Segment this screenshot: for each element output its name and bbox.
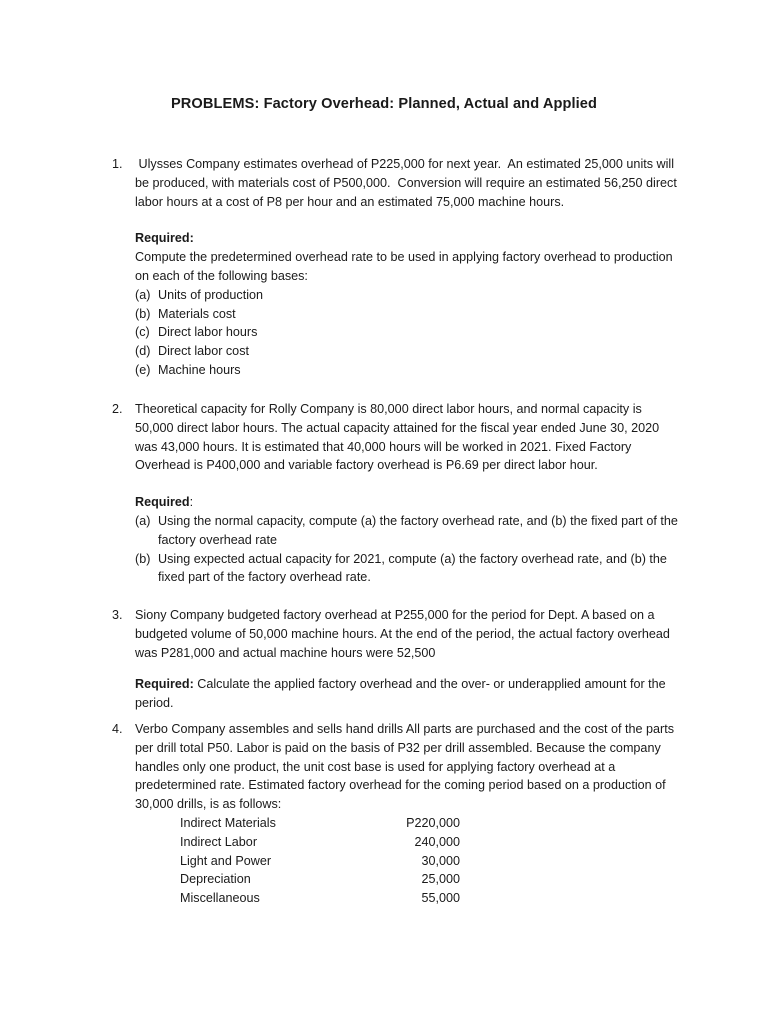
problem-number: 2. [112,402,123,416]
problem-2 [112,400,682,587]
problem-text: Verbo Company assembles and sells hand drills All parts are purchased and the cost of the parts per drill total P50. Labor is paid on the basis of P32 per drill assembled. Because the company handles only one product, the unit cost base is used for applying factory overhead at a predetermined rate. Estimated factory overhead for the coming period based on a production of 30,000 drills, is as follows: [135,722,675,812]
cost-amount: 240,000 [414,834,460,849]
list-marker: (e) [135,362,151,377]
cost-label: Light and Power [180,853,272,868]
required-colon: : [189,495,194,510]
overhead-cost-table [180,814,460,908]
problem-number: 1. [112,157,123,171]
problem-text: Ulysses Company estimates overhead of P225,000 for next year. An estimated 25,000 units will be produced, with materials cost of P500,000. Conversion will require an estimated 56,250 direct labor hours at a cost of P8 per hour and an estimated 75,000 machine hours. [135,157,681,209]
requirement-list [135,286,682,380]
list-item-text: Direct labor hours [158,325,258,340]
problem-number: 4. [112,722,123,736]
table-row [180,852,460,871]
required-label: Required: [135,677,194,692]
list-item [135,550,682,588]
list-item-text: Machine hours [158,362,241,377]
list-item [135,361,682,380]
list-marker: (b) [135,551,151,566]
cost-amount: P220,000 [406,815,460,830]
list-item [135,305,682,324]
required-text: Compute the predetermined overhead rate to be used in applying factory overhead to production on each of the following bases: [135,250,673,283]
cost-amount: 25,000 [421,872,460,887]
table-row [180,889,460,908]
cost-label: Depreciation [180,872,251,887]
list-item [135,323,682,342]
required-text: Calculate the applied factory overhead and the over- or underapplied amount for the period. [135,677,666,711]
list-item [135,286,682,305]
required-label: Required: [135,231,194,246]
list-marker: (a) [135,513,151,528]
list-item-text: Materials cost [158,306,236,321]
problem-3 [112,606,682,713]
cost-amount: 30,000 [421,853,460,868]
cost-amount: 55,000 [421,891,460,906]
list-item-text: Direct labor cost [158,344,249,359]
list-item-text: Using expected actual capacity for 2021, compute (a) the factory overhead rate, and (b) the fixed part of the factory overhead rate. [158,551,667,585]
table-row [180,870,460,889]
problem-1 [112,155,682,380]
problem-number: 3. [112,608,123,622]
cost-label: Indirect Labor [180,834,258,849]
list-item [135,512,682,550]
table-row [180,833,460,852]
required-label: Required [135,495,190,510]
problem-text: Theoretical capacity for Rolly Company is 80,000 direct labor hours, and normal capacity is 50,000 direct labor hours. The actual capacity attained for the fiscal year ended June 30, 2020 was 43,000 hours. It is estimated that 40,000 hours will be worked in 2021. Fixed Factory Overhead is P400,000 and variable factory overhead is P6.69 per direct labor hour. [135,402,660,473]
list-item-text: Using the normal capacity, compute (a) the factory overhead rate, and (b) the fixed part of the factory overhead rate [158,513,678,547]
cost-label: Miscellaneous [180,891,260,906]
list-item [135,342,682,361]
list-marker: (d) [135,344,151,359]
list-marker: (c) [135,325,150,340]
table-row [180,814,460,833]
list-item-text: Units of production [158,287,264,302]
requirement-list [135,512,682,587]
list-marker: (b) [135,306,151,321]
cost-label: Indirect Materials [180,815,276,830]
problem-text: Siony Company budgeted factory overhead at P255,000 for the period for Dept. A based on a budgeted volume of 50,000 machine hours. At the end of the period, the actual factory overhead was P281,000 and actual machine hours were 52,500 [135,608,670,660]
page-title: PROBLEMS: Factory Overhead: Planned, Actual and Applied [170,96,598,112]
list-marker: (a) [135,287,151,302]
problem-4 [112,720,682,908]
